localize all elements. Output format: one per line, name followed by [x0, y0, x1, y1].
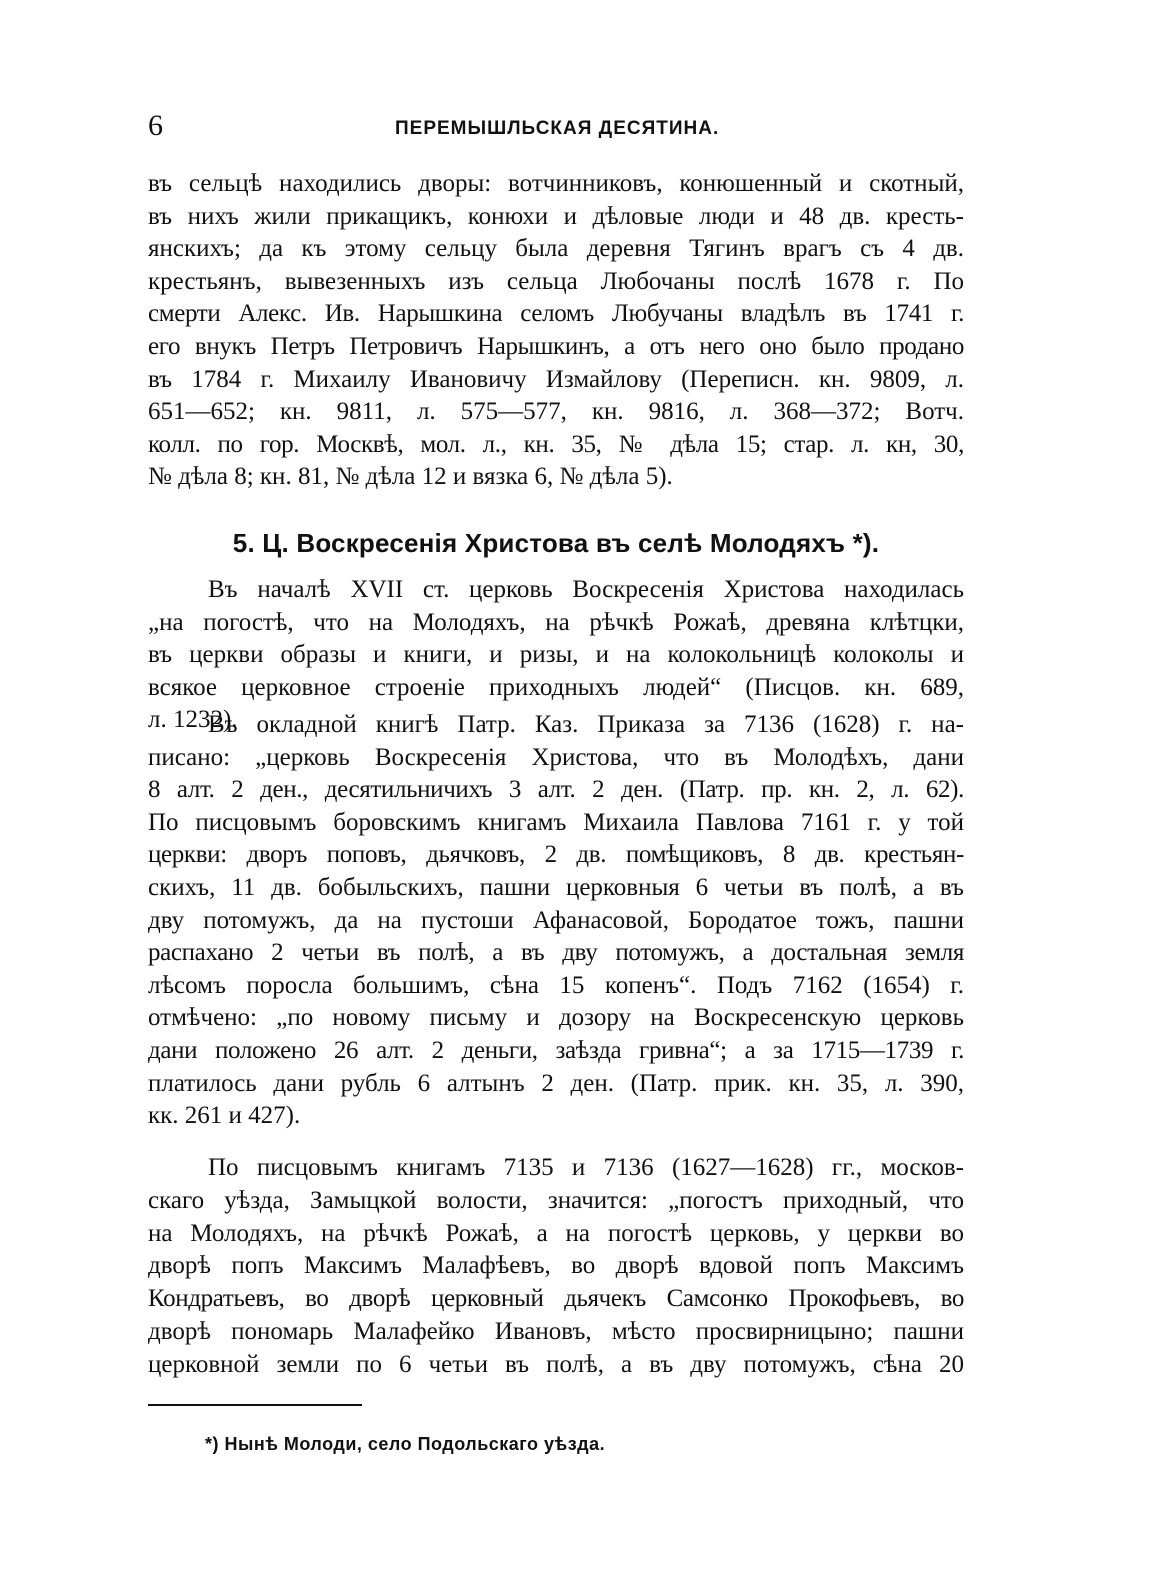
text-line: Кондратьевъ, во дворѣ церковный дьячекъ Самсонко Прокофьевъ, во	[148, 1285, 964, 1313]
text-line: скаго уѣзда, Замыцкой волости, значится: „погостъ приходный, что	[148, 1186, 964, 1214]
text-line: его внукъ Петръ Петровичъ Нарышкинъ, а отъ него оно было продано	[148, 332, 964, 360]
text-line: дву потомужъ, да на пустоши Афанасовой, Бородатое тожъ, пашни	[148, 906, 964, 934]
text-line: смерти Алекс. Ив. Нарышкина селомъ Любучаны владѣлъ въ 1741 г.	[148, 300, 964, 328]
text-line: По писцовымъ боровскимъ книгамъ Михаила Павлова 7161 г. у той	[148, 808, 964, 836]
running-title: ПЕРЕМЫШЛЬСКАЯ ДЕСЯТИНА.	[395, 118, 720, 139]
footnote: *) Нынѣ Молоди, село Подольскаго уѣзда.	[205, 1434, 606, 1454]
text-line: въ 1784 г. Михаилу Ивановичу Измайлову (Переписн. кн. 9809, л.	[148, 365, 964, 393]
text-line: кк. 261 и 427).	[148, 1102, 301, 1130]
text-line: „на погостѣ, что на Молодяхъ, на рѣчкѣ Рожаѣ, древяна клѣтцки,	[148, 608, 964, 636]
text-line: всякое церковное строеніе приходныхъ людей“ (Писцов. кн. 689,	[148, 673, 964, 701]
text-line: 651—652; кн. 9811, л. 575—577, кн. 9816, л. 368—372; Вотч.	[148, 398, 964, 426]
text-line: Въ окладной книгѣ Патр. Каз. Приказа за 7136 (1628) г. на-	[208, 711, 964, 738]
page-number: 6	[148, 109, 163, 142]
text-line: Въ началѣ XVII ст. церковь Воскресенія Христова находилась	[208, 576, 964, 603]
text-line: № дѣла 8; кн. 81, № дѣла 12 и вязка 6, № дѣла 5).	[148, 463, 673, 491]
text-line: дани положено 26 алт. 2 деньги, заѣзда гривна“; а за 1715—1739 г.	[148, 1036, 964, 1064]
text-line: скихъ, 11 дв. бобыльскихъ, пашни церковныя 6 четьи въ полѣ, а въ	[148, 873, 964, 901]
text-line: въ церкви образы и книги, и ризы, и на колокольницѣ колоколы и	[148, 641, 964, 669]
text-line: По писцовымъ книгамъ 7135 и 7136 (1627—1628) гг., москов-	[208, 1154, 964, 1181]
text-line: въ нихъ жили прикащикъ, конюхи и дѣловые люди и 48 дв. кресть-	[148, 202, 964, 230]
text-line: церковной земли по 6 четьи въ полѣ, а въ дву потомужъ, сѣна 20	[148, 1350, 964, 1378]
text-line: дворѣ попъ Максимъ Малафѣевъ, во дворѣ вдовой попъ Максимъ	[148, 1252, 964, 1280]
text-line: распахано 2 четьи въ полѣ, а въ дву потомужъ, а достальная земля	[148, 939, 964, 967]
text-line: на Молодяхъ, на рѣчкѣ Рожаѣ, а на погостѣ церковь, у церкви во	[148, 1219, 964, 1247]
text-line: янскихъ; да къ этому сельцу была деревня Тягинъ врагъ съ 4 дв.	[148, 235, 964, 263]
continued-paragraph	[148, 168, 964, 494]
text-line: лѣсомъ поросла большимъ, сѣна 15 копенъ“. Подъ 7162 (1654) г.	[148, 971, 964, 999]
text-line: писано: „церковь Воскресенія Христова, что въ Молодѣхъ, дани	[148, 743, 964, 771]
text-line: въ сельцѣ находились дворы: вотчинниковъ, конюшенный и скотный,	[148, 170, 964, 197]
text-line: дворѣ пономарь Малафейко Ивановъ, мѣсто просвирницыно; пашни	[148, 1317, 964, 1345]
paragraph	[148, 1152, 964, 1382]
footnote-divider	[148, 1404, 362, 1406]
text-line: 8 алт. 2 ден., десятильничихъ 3 алт. 2 ден. (Патр. пр. кн. 2, л. 62).	[148, 776, 964, 804]
text-line: платилось дани рубль 6 алтынъ 2 ден. (Патр. прик. кн. 35, л. 390,	[148, 1069, 964, 1097]
text-line: колл. по гор. Москвѣ, мол. л., кн. 35, № дѣла 15; стар. л. кн, 30,	[148, 430, 964, 458]
text-line: церкви: дворъ поповъ, дьячковъ, 2 дв. помѣщиковъ, 8 дв. крестьян-	[148, 841, 964, 869]
paragraph	[148, 709, 964, 1133]
text-line: отмѣчено: „по новому письму и дозору на Воскресенскую церковь	[148, 1004, 964, 1032]
text-line: л. 1232).	[148, 706, 238, 734]
text-line: крестьянъ, вывезенныхъ изъ сельца Любочаны послѣ 1678 г. По	[148, 267, 964, 295]
section-heading: 5. Ц. Воскресенія Христова въ селѣ Молодяхъ *).	[232, 528, 880, 558]
